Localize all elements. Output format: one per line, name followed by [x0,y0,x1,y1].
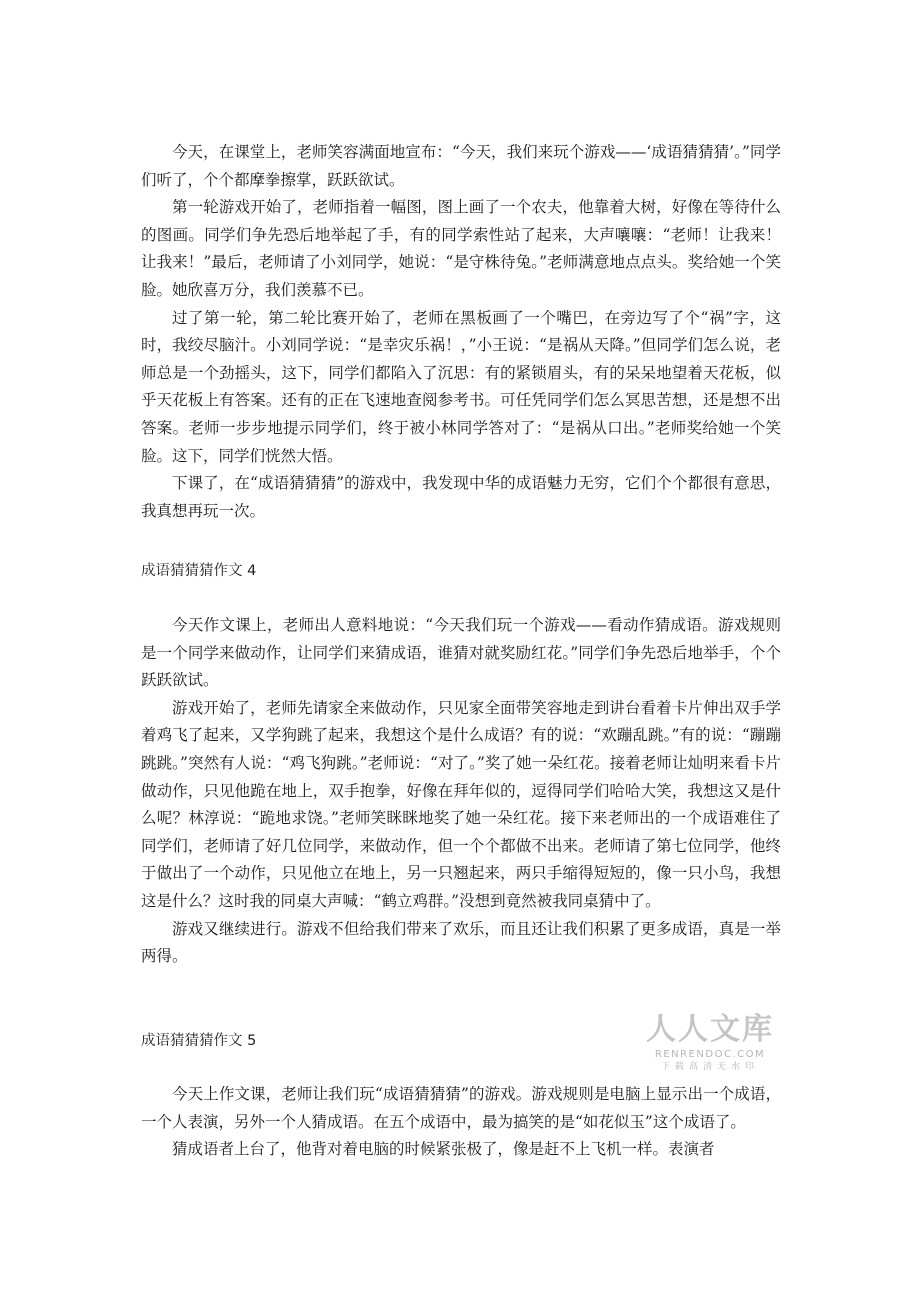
paragraph: 今天上作文课，老师让我们玩“成语猜猜猜”的游戏。游戏规则是电脑上显示出一个成语，一个人表演，另外一个人猜成语。在五个成语中，最为搞笑的是“如花似玉”这个成语了。 [141,1085,781,1131]
paragraph: 游戏又继续进行。游戏不但给我们带来了欢乐，而且还让我们积累了更多成语，真是一举两得。 [141,919,781,966]
essay-3-body [141,139,781,525]
essay-4-body [141,612,781,971]
watermark-tagline: 下载高清无水印 [660,1062,759,1072]
essay-5-body [141,1081,781,1164]
paragraph: 今天作文课上，老师出人意料地说：“今天我们玩一个游戏——看动作猜成语。游戏规则是一个同学来做动作，让同学们来猜成语，谁猜对就奖励红花。”同学们争先恐后地举手，个个跃跃欲试。 [141,616,781,690]
watermark-title: 人人文库 [646,1012,774,1047]
paragraph: 猜成语者上台了，他背对着电脑的时候紧张极了，像是赶不上飞机一样。表演者 [172,1140,715,1159]
essay-5-title: 成语猜猜猜作文 5 [141,1033,257,1049]
essay-4-title: 成语猜猜猜作文 4 [141,563,257,579]
paragraph: 游戏开始了，老师先请家全来做动作，只见家全面带笑容地走到讲台看着卡片伸出双手学着鸡飞了起来，又学狗跳了起来，我想这个是什么成语？有的说：“欢蹦乱跳。”有的说：“蹦蹦跳跳。”突然有人说：“鸡飞狗跳。”老师说：“对了。”奖了她一朵红花。接着老师让灿明来看卡片做动作，只见他跪在地上，双手抱拳，好像在拜年似的，逗得同学们哈哈大笑，我想这又是什么呢？林淳说：“跪地求饶。”老师笑眯眯地奖了她一朵红花。接下来老师出的一个成语难住了同学们，老师请了好几位同学，来做动作，但一个个都做不出来。老师请了第七位同学，他终于做出了一个动作，只见他立在地上，另一只翘起来，两只手缩得短短的，像一只小鸟，我想这是什么？这时我的同桌大声喊：“鹤立鸡群。”没想到竟然被我同桌猜中了。 [141,698,781,910]
watermark-logo [640,1012,780,1073]
watermark-domain: RENRENDOC.COM [654,1049,766,1060]
paragraph: 过了第一轮，第二轮比赛开始了，老师在黑板画了一个嘴巴，在旁边写了个“祸”字，这时，我绞尽脑汁。小刘同学说：“是幸灾乐祸！，”小王说：“是祸从天降。”但同学们怎么说，老师总是一个劲摇头，这下，同学们都陷入了沉思：有的紧锁眉头，有的呆呆地望着天花板，似乎天花板上有答案。还有的正在飞速地查阅参考书。可任凭同学们怎么冥思苦想，还是想不出答案。老师一步步地提示同学们，终于被小林同学答对了：“是祸从口出。”老师奖给她一个笑脸。这下，同学们恍然大悟。 [141,308,781,465]
paragraph: 今天，在课堂上，老师笑容满面地宣布：“今天，我们来玩个游戏——‘成语猜猜猜’。”同学们听了，个个都摩拳擦掌，跃跃欲试。 [141,143,781,189]
paragraph: 第一轮游戏开始了，老师指着一幅图，图上画了一个农夫，他靠着大树，好像在等待什么的图画。同学们争先恐后地举起了手，有的同学索性站了起来，大声嚷嚷：“老师！让我来！让我来！”最后，老师请了小刘同学，她说：“是守株待兔。”老师满意地点点头。奖给她一个笑脸。她欣喜万分，我们羡慕不已。 [141,198,781,299]
paragraph: 下课了，在“成语猜猜猜”的游戏中，我发现中华的成语魅力无穷，它们个个都很有意思，我真想再玩一次。 [141,474,781,520]
